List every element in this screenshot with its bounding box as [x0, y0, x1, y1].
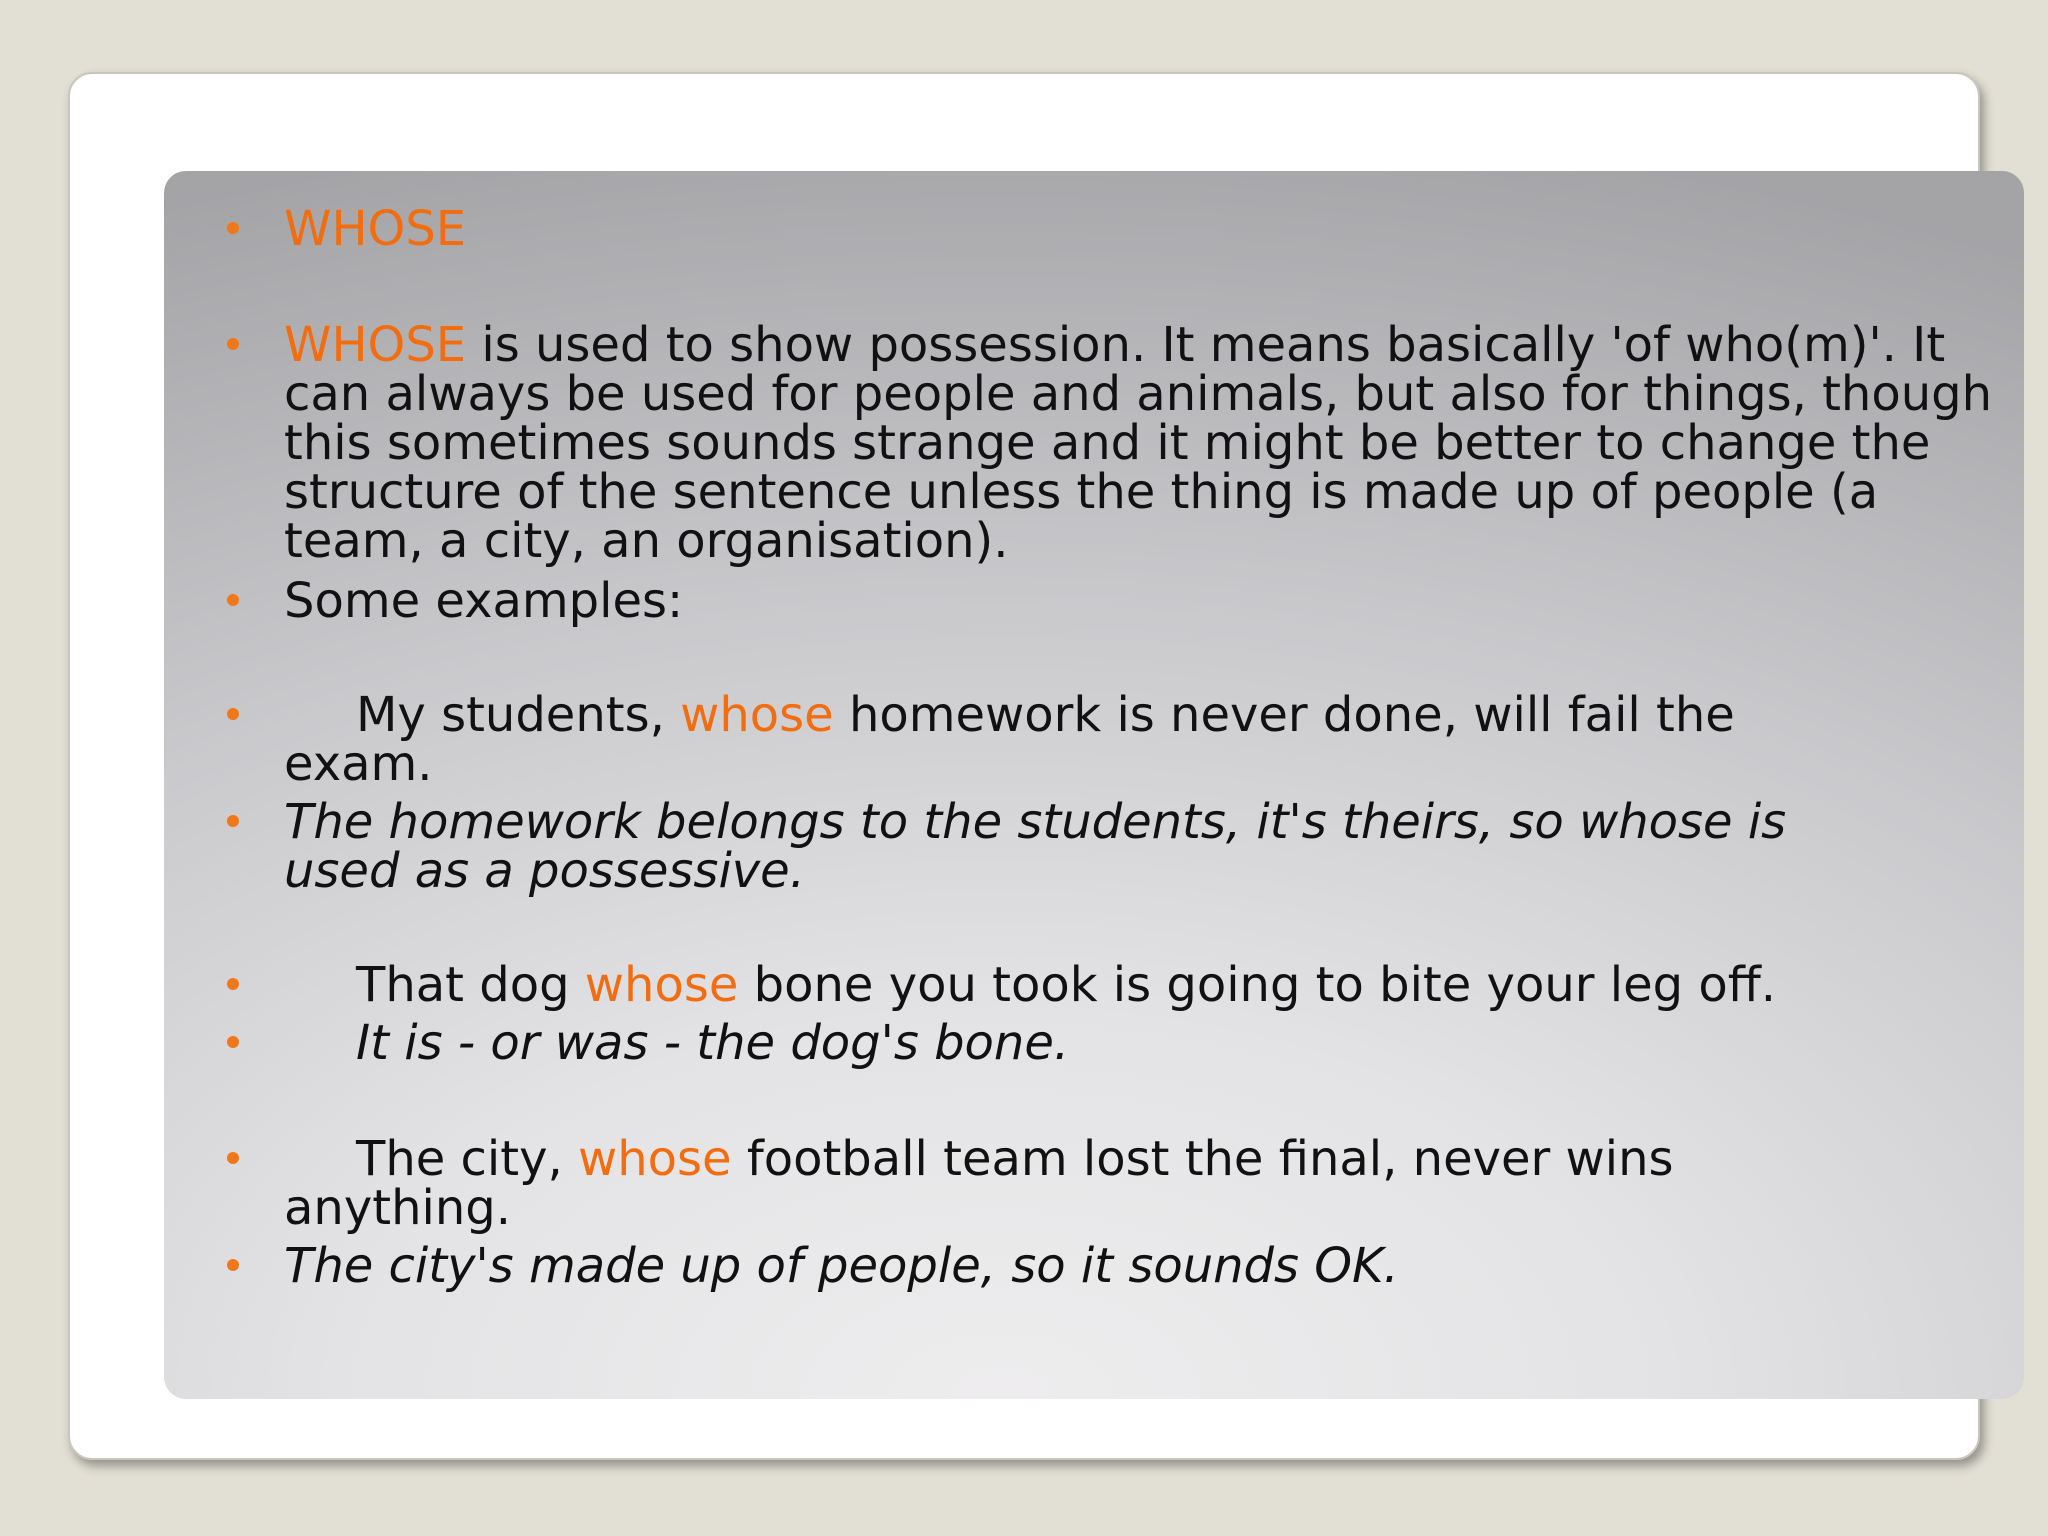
bullet-dot-icon [227, 338, 239, 350]
explanation-students-line1: The homework belongs to the students, it's theirs, so whose is [284, 794, 1787, 850]
bullet-dot-icon [227, 594, 239, 606]
example-dog-line [284, 957, 2004, 1013]
slide-frame [68, 72, 1993, 1460]
bullet-explanation-students [284, 794, 2004, 899]
bullet-example-dog [284, 957, 2004, 1013]
example-city-highlight: whose [578, 1131, 732, 1187]
bullet-dot-icon [227, 1259, 239, 1271]
example-city-line1 [284, 1131, 2004, 1187]
slide-content-panel [164, 171, 2024, 1399]
example-students-line2: exam. [284, 736, 433, 792]
bullet-title [284, 201, 2004, 257]
bullet-dot-icon [227, 1036, 239, 1048]
bullet-example-city [284, 1131, 2004, 1236]
bullet-dot-icon [227, 222, 239, 234]
example-students-highlight: whose [680, 687, 834, 743]
bullet-dot-icon [227, 978, 239, 990]
bullet-explanation-dog [284, 1015, 2004, 1071]
example-city-after: football team lost the final, never wins [731, 1131, 1674, 1187]
explanation-dog-text: It is - or was - the dog's bone. [356, 1015, 1070, 1071]
explanation-students-line2: used as a possessive. [284, 843, 805, 899]
bullet-dot-icon [227, 815, 239, 827]
bullet-explanation-city [284, 1238, 2004, 1294]
bullet-some-examples [284, 573, 2004, 629]
example-students-line1 [284, 687, 2004, 743]
explanation-city-text: The city's made up of people, so it sounds OK. [284, 1238, 1399, 1294]
definition-text: is used to show possession. It means basically 'of who(m)'. It can always be used for people and animals, but also for things, though this sometimes sounds strange and it might be better to change the structure of the sentence unless the thing is made up of people (a team, a city, an organisation). [284, 317, 1993, 569]
example-students-after: homework is never done, will fail the [833, 687, 1735, 743]
example-city-before: The city, [356, 1131, 578, 1187]
example-dog-before: That dog [356, 957, 585, 1013]
example-students-before: My students, [356, 687, 681, 743]
bullet-example-students [284, 687, 2004, 792]
example-city-line2: anything. [284, 1180, 511, 1236]
bullet-definition [284, 317, 2004, 569]
some-examples-text: Some examples: [284, 573, 684, 629]
example-dog-highlight: whose [584, 957, 739, 1013]
definition-highlight: WHOSE [284, 317, 467, 373]
example-dog-after: bone you took is going to bite your leg off. [738, 957, 1777, 1013]
bullet-dot-icon [227, 1152, 239, 1164]
bullet-dot-icon [227, 708, 239, 720]
title-whose: WHOSE [284, 201, 467, 257]
